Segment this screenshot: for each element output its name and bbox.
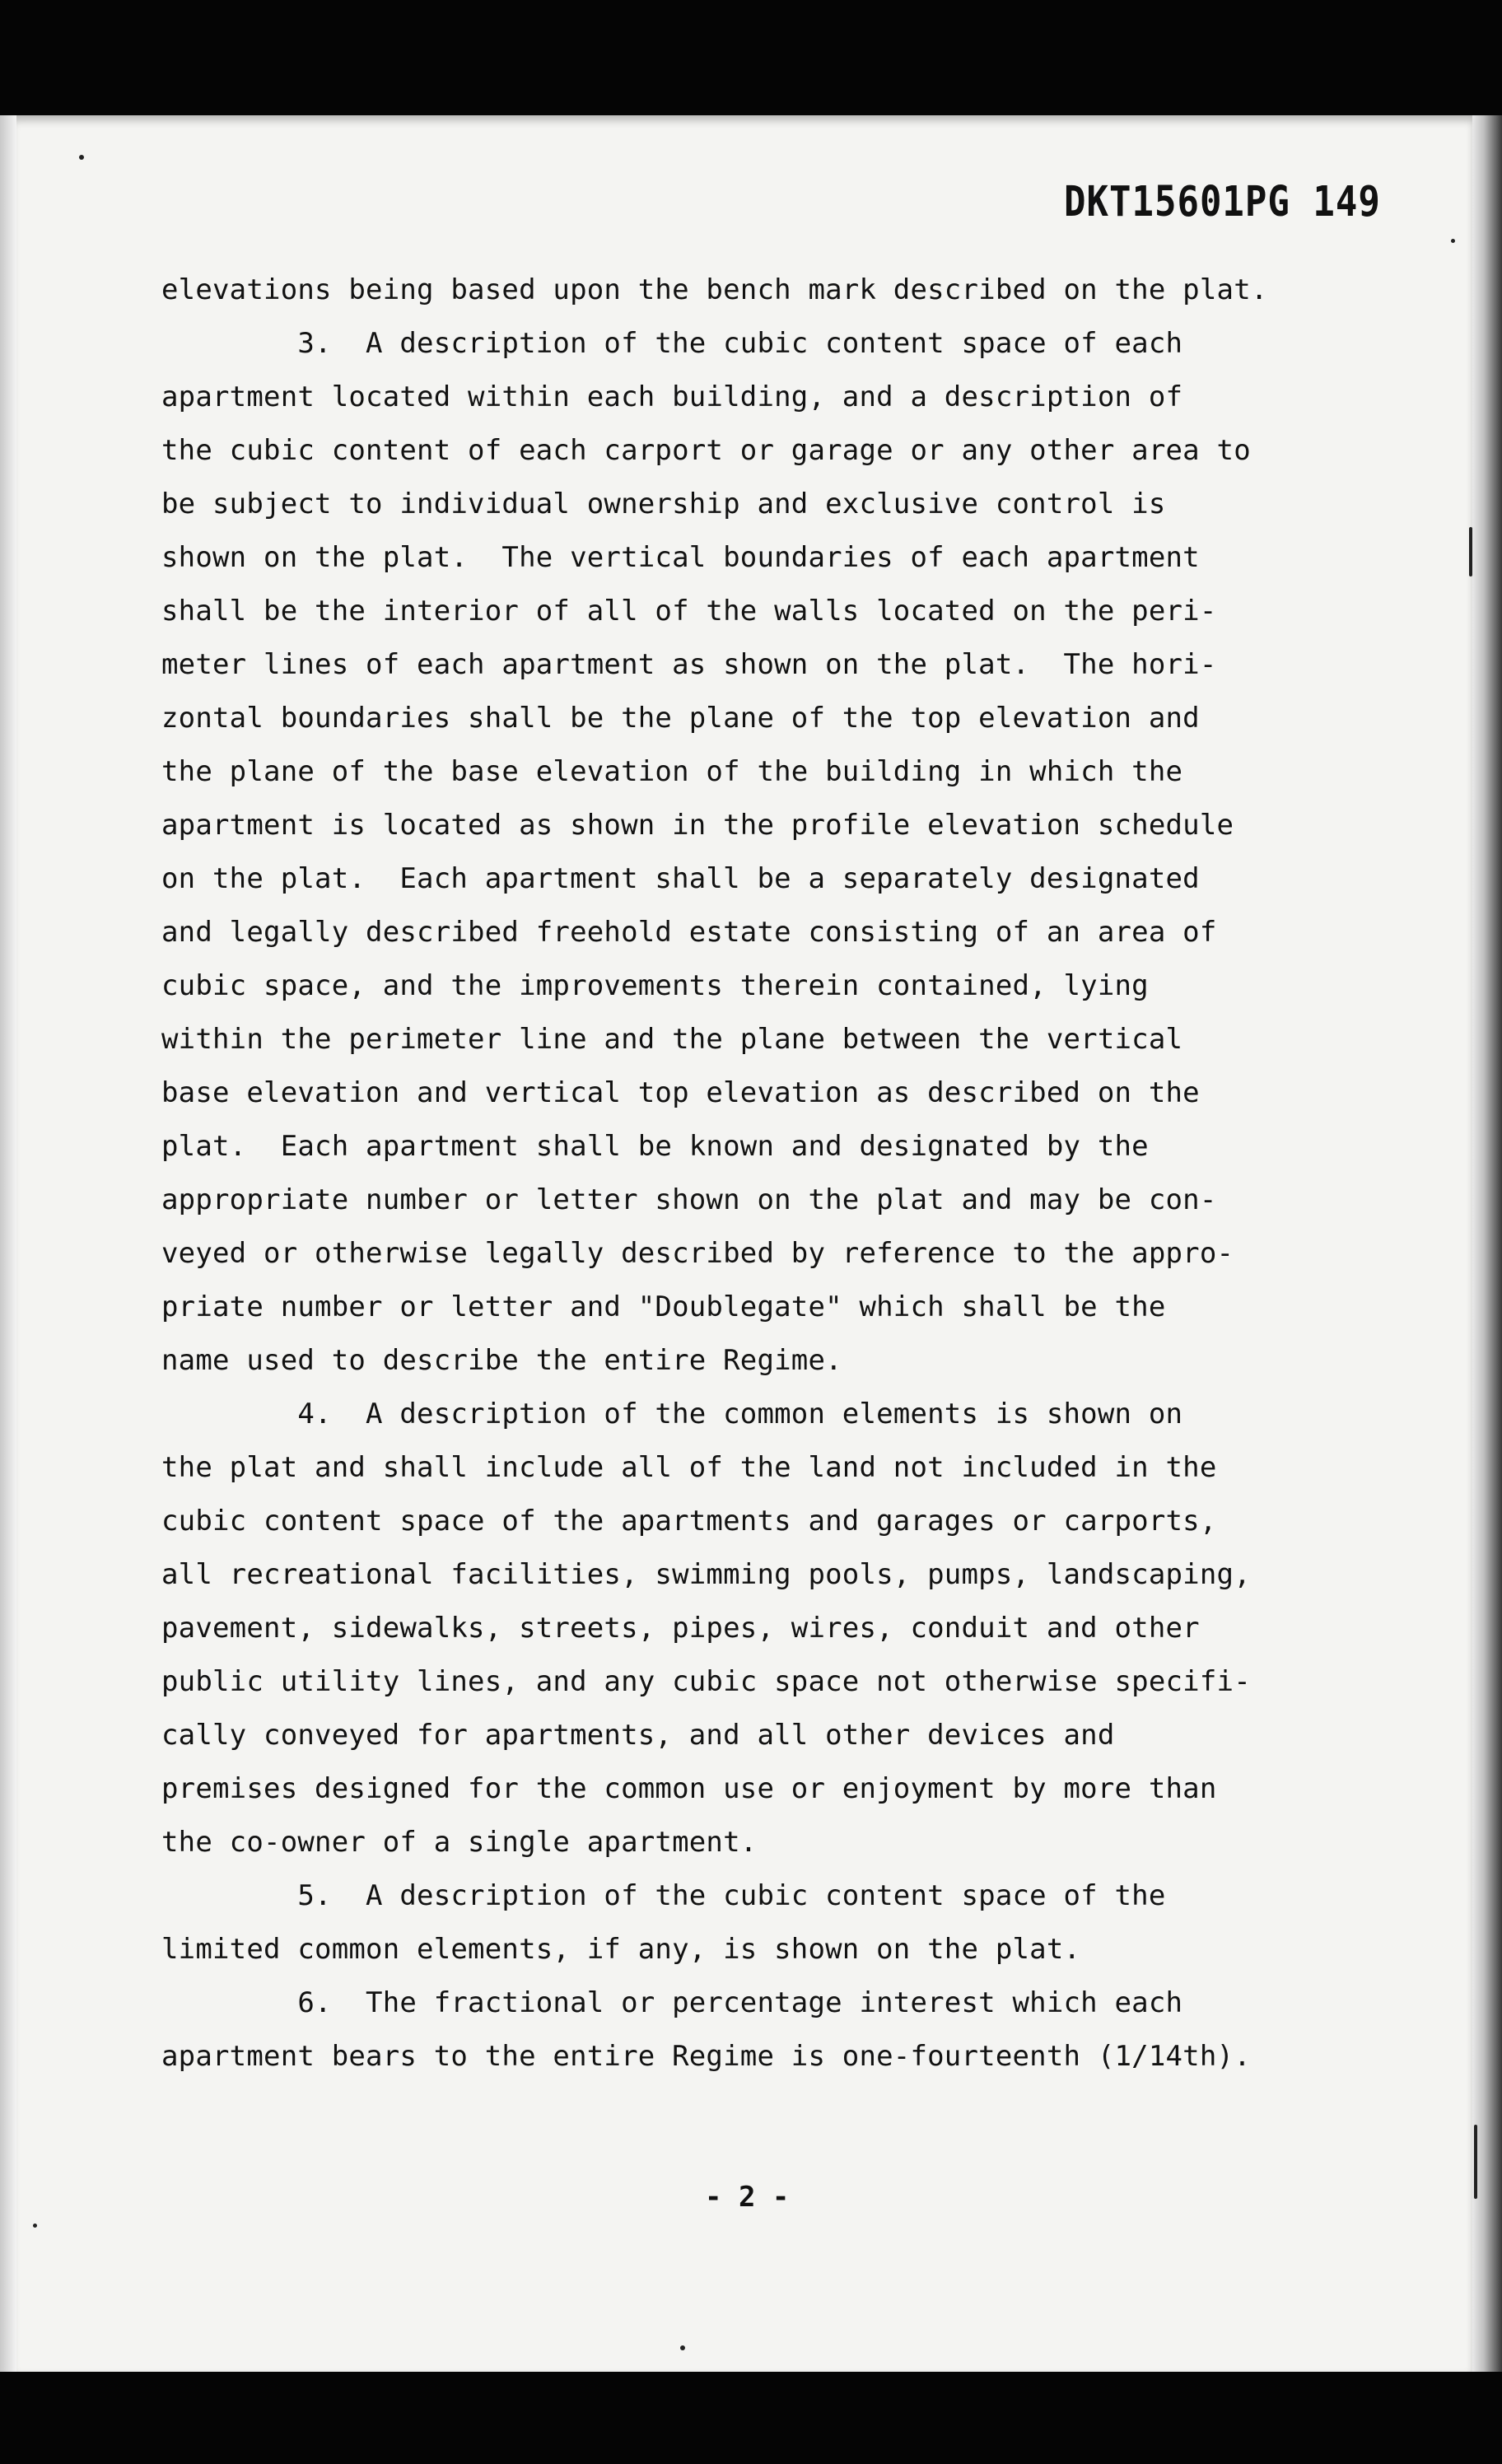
text-line: 3. A description of the cubic content space of each	[161, 327, 1183, 360]
text-line: limited common elements, if any, is shown on the plat.	[161, 1933, 1081, 1966]
text-line: shown on the plat. The vertical boundaries of each apartment	[161, 541, 1200, 574]
text-line: apartment bears to the entire Regime is one-fourteenth (1/14th).	[161, 2040, 1251, 2073]
text-line: meter lines of each apartment as shown on the plat. The hori-	[161, 648, 1217, 681]
text-line: public utility lines, and any cubic space not otherwise specifi-	[161, 1665, 1251, 1698]
text-line: 5. A description of the cubic content space of the	[161, 1879, 1166, 1912]
scan-bottom-border	[0, 2365, 1502, 2464]
text-line: pavement, sidewalks, streets, pipes, wires, conduit and other	[161, 1612, 1200, 1645]
text-line: on the plat. Each apartment shall be a separately designated	[161, 862, 1200, 895]
text-line: within the perimeter line and the plane between the vertical	[161, 1023, 1183, 1056]
text-line: appropriate number or letter shown on the plat and may be con-	[161, 1183, 1217, 1216]
paper-right-edge	[1472, 115, 1502, 2372]
text-line: cubic content space of the apartments and garages or carports,	[161, 1505, 1217, 1538]
text-line: and legally described freehold estate consisting of an area of	[161, 916, 1217, 949]
text-line: the plat and shall include all of the land not included in the	[161, 1451, 1217, 1484]
text-line: apartment located within each building, and a description of	[161, 380, 1183, 413]
text-line: veyed or otherwise legally described by reference to the appro-	[161, 1237, 1234, 1270]
text-line: 4. A description of the common elements is shown on	[161, 1398, 1183, 1430]
text-line: cally conveyed for apartments, and all other devices and	[161, 1719, 1115, 1752]
document-book-page-number: DKT15601PG 149	[1064, 178, 1381, 226]
text-line: cubic space, and the improvements therein contained, lying	[161, 969, 1149, 1002]
text-line: the co-owner of a single apartment.	[161, 1826, 758, 1859]
scan-speck	[33, 2224, 37, 2228]
scan-speck	[1451, 239, 1455, 243]
scan-speck	[1469, 527, 1472, 576]
text-line: premises designed for the common use or enjoyment by more than	[161, 1772, 1217, 1805]
text-line: shall be the interior of all of the walls located on the peri-	[161, 595, 1217, 628]
text-line: elevations being based upon the bench mark described on the plat.	[161, 273, 1268, 306]
document-body	[161, 264, 1347, 2084]
text-line: all recreational facilities, swimming pools, pumps, landscaping,	[161, 1558, 1251, 1591]
page-number: - 2 -	[705, 2181, 790, 2214]
scan-speck	[79, 155, 84, 160]
text-line: base elevation and vertical top elevation as described on the	[161, 1076, 1200, 1109]
text-line: be subject to individual ownership and exclusive control is	[161, 488, 1166, 520]
text-line: name used to describe the entire Regime.	[161, 1344, 842, 1377]
paper-left-edge	[0, 115, 16, 2372]
text-line: apartment is located as shown in the profile elevation schedule	[161, 809, 1234, 842]
text-line: 6. The fractional or percentage interest which each	[161, 1986, 1183, 2019]
scan-speck	[680, 2345, 685, 2350]
text-line: plat. Each apartment shall be known and designated by the	[161, 1130, 1149, 1163]
text-line: the plane of the base elevation of the building in which the	[161, 755, 1183, 788]
scan-speck	[1474, 2125, 1477, 2199]
text-line: priate number or letter and "Doublegate" which shall be the	[161, 1290, 1166, 1323]
text-line: the cubic content of each carport or garage or any other area to	[161, 434, 1251, 467]
text-line: zontal boundaries shall be the plane of the top elevation and	[161, 702, 1200, 735]
scan-top-border	[0, 0, 1502, 124]
